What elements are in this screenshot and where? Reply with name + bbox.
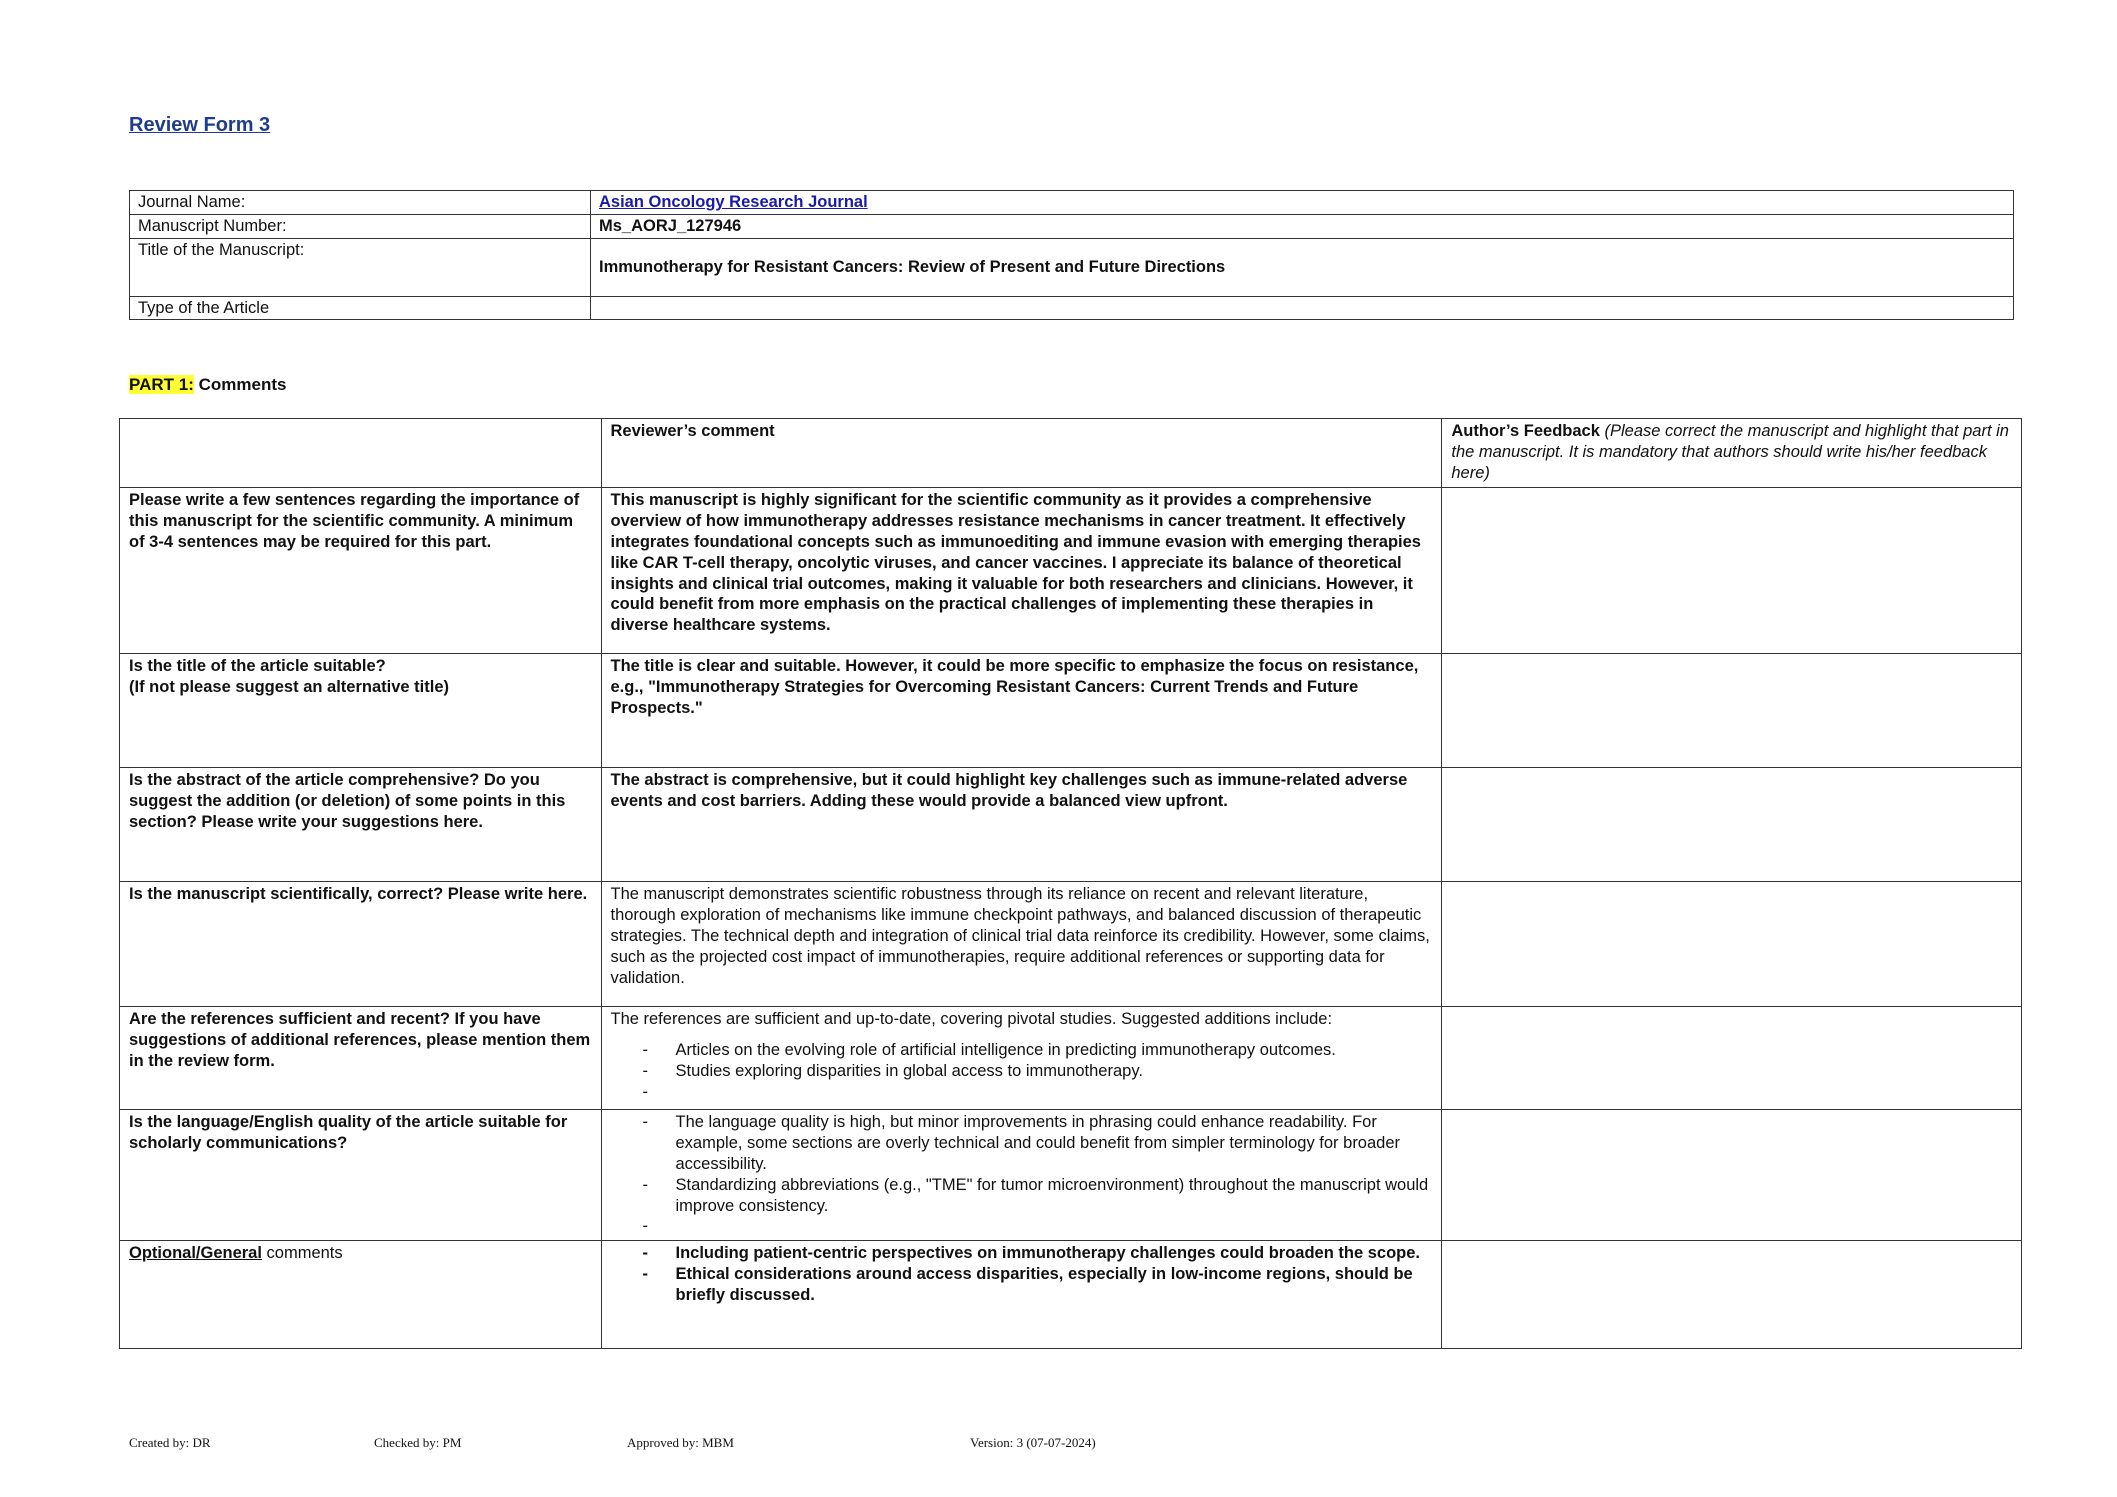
footer-checked-by: Checked by: PM: [374, 1435, 462, 1450]
answer-optional: [601, 1241, 1442, 1349]
author-feedback-cell[interactable]: [1442, 1110, 2022, 1241]
optional-comments-label: [120, 1241, 602, 1349]
table-row: [120, 1110, 2022, 1241]
question-title-suitable: [120, 654, 602, 768]
question-scientific: Is the manuscript scientifically, correct? Please write here.: [120, 882, 602, 1007]
footer-approved-by: Approved by: MBM: [627, 1435, 734, 1450]
table-row: [120, 768, 2022, 882]
journal-name-value: [591, 191, 2014, 215]
answer-scientific: The manuscript demonstrates scientific robustness through its reliance on recent and relevant literature, thorough exploration of mechanisms like immune checkpoint pathways, and balanced discussion of therapeutic strategies. The technical depth and integration of clinical trial data reinforce its credibility. However, some claims, such as the projected cost impact of immunotherapies, require additional references or supporting data for validation.: [601, 882, 1442, 1007]
manuscript-title-value: [591, 238, 2014, 296]
table-row: [130, 214, 2014, 238]
question-references: Are the references sufficient and recent? If you have suggestions of additional references, please mention them in the review form.: [120, 1007, 602, 1110]
optional-comment-list: [611, 1243, 1433, 1305]
author-feedback-cell[interactable]: [1442, 1241, 2022, 1349]
author-feedback-cell[interactable]: [1442, 1007, 2022, 1110]
part1-title: Comments: [198, 375, 287, 394]
author-feedback-cell[interactable]: [1442, 768, 2022, 882]
reviewer-comment-header: Reviewer’s comment: [601, 419, 1442, 488]
answer-references: [601, 1007, 1442, 1110]
form-title: Review Form 3: [129, 114, 271, 136]
manuscript-number-label: Manuscript Number:: [130, 214, 591, 238]
table-row: [120, 1007, 2022, 1110]
question-title-line2: (If not please suggest an alternative title): [129, 678, 449, 697]
manuscript-number-value: Ms_AORJ_127946: [591, 214, 2014, 238]
list-item: - Ethical considerations around access disparities, especially in low-income regions, should be briefly discussed.: [611, 1264, 1433, 1306]
part1-heading: [129, 375, 286, 395]
article-type-value: [591, 296, 2014, 320]
table-row: [130, 296, 2014, 320]
part1-label: PART 1:: [129, 375, 194, 394]
journal-name-link[interactable]: Asian Oncology Research Journal: [599, 193, 868, 211]
comments-text: comments: [261, 1244, 343, 1263]
list-item: - Standardizing abbreviations (e.g., "TME" for tumor microenvironment) throughout the manuscript would improve consistency.: [611, 1175, 1433, 1217]
answer-importance: This manuscript is highly significant for the scientific community as it provides a comprehensive overview of how immunotherapy addresses resistance mechanisms in cancer treatment. It effectively integrates foundational concepts such as immunoediting and immune evasion with emerging therapies like CAR T-cell therapy, oncolytic viruses, and cancer vaccines. I appreciate its balance of theoretical insights and clinical trial outcomes, making it valuable for both researchers and clinicians. However, it could benefit from more emphasis on the practical challenges of implementing these therapies in diverse healthcare systems.: [601, 488, 1442, 654]
question-abstract: Is the abstract of the article comprehensive? Do you suggest the addition (or deletion) of some points in this section? Please write your suggestions here.: [120, 768, 602, 882]
article-type-label: Type of the Article: [130, 296, 591, 320]
language-suggestion-list: [611, 1112, 1433, 1236]
question-importance: Please write a few sentences regarding the importance of this manuscript for the scientific community. A minimum of 3-4 sentences may be required for this part.: [120, 488, 602, 654]
author-feedback-cell[interactable]: [1442, 882, 2022, 1007]
footer-created-by: Created by: DR: [129, 1435, 211, 1450]
optional-general-text: Optional/General: [129, 1244, 262, 1263]
author-feedback-title: Author’s Feedback: [1451, 422, 1600, 440]
header-empty-cell: [120, 419, 602, 488]
author-feedback-cell[interactable]: [1442, 654, 2022, 768]
author-feedback-header: [1442, 419, 2022, 488]
footer-version: Version: 3 (07-07-2024): [970, 1435, 1096, 1450]
question-title-line1: Is the title of the article suitable?: [129, 657, 386, 676]
answer-abstract: The abstract is comprehensive, but it could highlight key challenges such as immune-related adverse events and cost barriers. Adding these would provide a balanced view upfront.: [601, 768, 1442, 882]
manuscript-info-table: [129, 190, 2014, 320]
list-item: - Studies exploring disparities in global access to immunotherapy.: [611, 1061, 1433, 1082]
author-feedback-instructions: (Please correct the manuscript and highlight that part in the manuscript. It is mandatory that authors should write his/her feedback here): [1451, 422, 2009, 482]
list-item: - Articles on the evolving role of artificial intelligence in predicting immunotherapy outcomes.: [611, 1040, 1433, 1061]
table-row: [120, 654, 2022, 768]
table-row: [130, 238, 2014, 296]
table-row: [120, 882, 2022, 1007]
table-header-row: [120, 419, 2022, 488]
journal-name-label: Journal Name:: [130, 191, 591, 215]
table-row: [120, 1241, 2022, 1349]
answer-language: [601, 1110, 1442, 1241]
list-item: - The language quality is high, but minor improvements in phrasing could enhance readability. For example, some sections are overly technical and could benefit from simpler terminology for broader accessibility.: [611, 1112, 1433, 1174]
answer-title-suitable: The title is clear and suitable. However, it could be more specific to emphasize the focus on resistance, e.g., "Immunotherapy Strategies for Overcoming Resistant Cancers: Current Trends and Future Prospects.": [601, 654, 1442, 768]
list-item: [611, 1216, 1433, 1236]
table-row: [130, 191, 2014, 215]
comments-table: [119, 418, 2022, 1349]
question-language: Is the language/English quality of the article suitable for scholarly communications?: [120, 1110, 602, 1241]
list-item: - Including patient-centric perspectives on immunotherapy challenges could broaden the scope.: [611, 1243, 1433, 1264]
answer-references-intro: The references are sufficient and up-to-date, covering pivotal studies. Suggested additions include:: [610, 1010, 1333, 1029]
list-item: [611, 1082, 1433, 1102]
author-feedback-cell[interactable]: [1442, 488, 2022, 654]
manuscript-title-label: Title of the Manuscript:: [130, 238, 591, 296]
manuscript-title-text: Immunotherapy for Resistant Cancers: Review of Present and Future Directions: [599, 257, 1226, 276]
table-row: [120, 488, 2022, 654]
references-suggestion-list: [611, 1040, 1433, 1102]
